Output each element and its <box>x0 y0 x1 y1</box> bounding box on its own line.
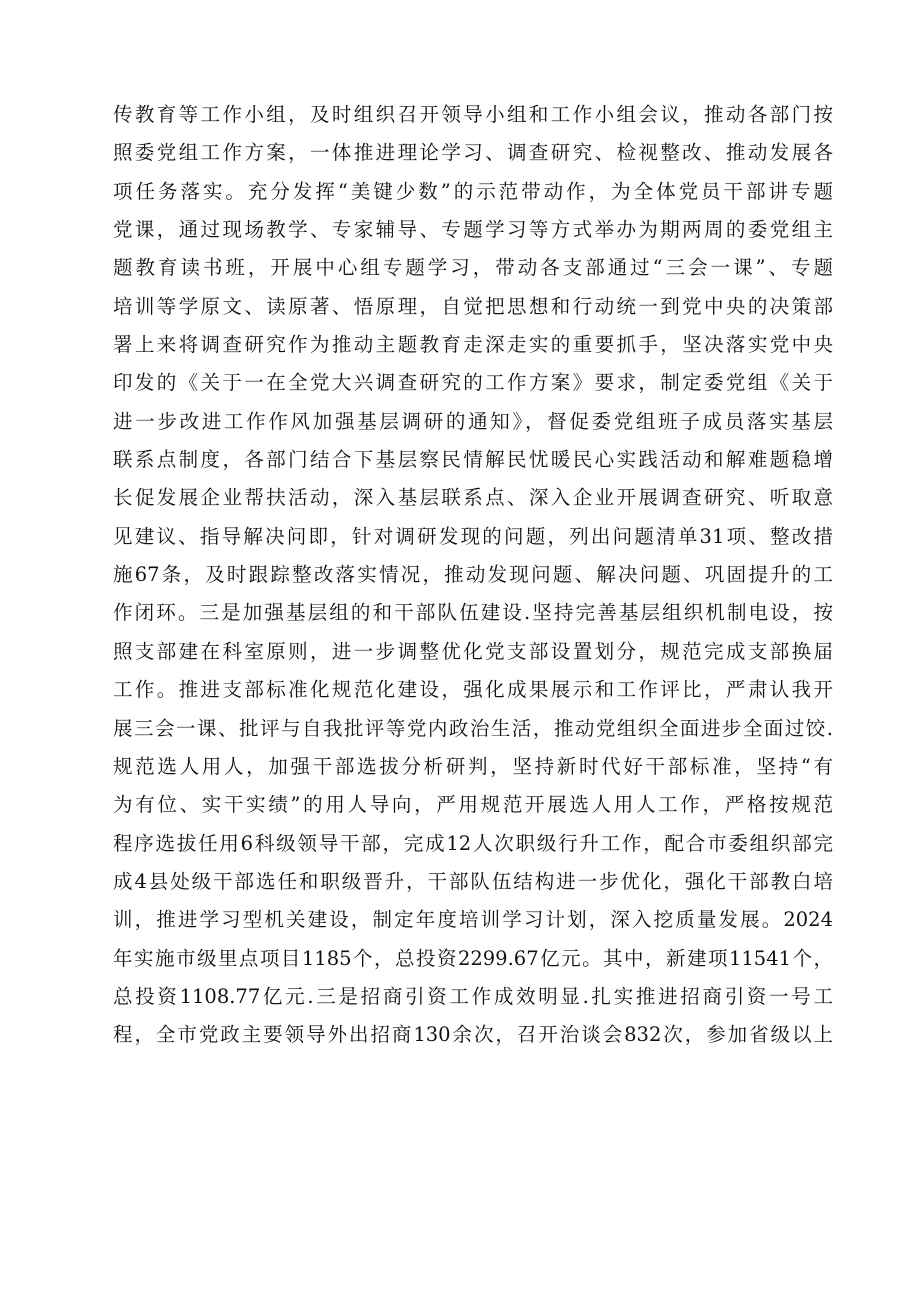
text-line-12: 见建议、指导解决问即，针对调研发现的问题，列出问题清单31项、整改措 <box>113 524 833 548</box>
text-line-15: 照支部建在科室原则，进一步调整优化党支部设置划分，规范完成支部换届 <box>113 639 833 663</box>
text-line-3: 项任务落实。充分发挥“美键少数”的示范带动作，为全体党员干部讲专题 <box>113 179 833 203</box>
text-line-4: 党课，通过现场教学、专家辅导、专题学习等方式举办为期两周的委党组主 <box>113 218 833 242</box>
text-line-17: 展三会一课、批评与自我批评等党内政治生活，推动党组织全面进步全面过饺. <box>113 716 833 740</box>
text-line-18: 规范选人用人，加强干部选拔分析研判，坚持新时代好干部标准，坚持“有 <box>113 754 833 778</box>
text-line-25: 程，全市党政主要领导外出招商130余次，召开治谈会832次，参加省级以上 <box>113 1023 833 1047</box>
text-line-22: 训，推进学习型机关建设，制定年度培训学习计划，深入挖质量发展。2024 <box>113 908 833 932</box>
text-line-11: 长促发展企业帮扶活动，深入基层联系点、深入企业开展调查研究、听取意 <box>113 486 833 510</box>
text-line-19: 为有位、实干实绩”的用人导向，严用规范开展选人用人工作，严格按规范 <box>113 793 833 817</box>
text-line-16: 工作。推进支部标准化规范化建设，强化成果展示和工作评比，严肃认我开 <box>113 678 833 702</box>
text-line-13: 施67条，及时跟踪整改落实情况，推动发现问题、解决问题、巩固提升的工 <box>113 563 833 587</box>
text-line-23: 年实施市级里点项目1185个，总投资2299.67亿元。其中，新建项11541个， <box>113 946 833 970</box>
text-line-2: 照委党组工作方案，一体推进理论学习、调查研究、检视整改、推动发展各 <box>113 141 833 165</box>
text-line-20: 程序选拔任用6科级领导干部，完成12人次职级行升工作，配合市委组织部完 <box>113 831 833 855</box>
text-line-21: 成4县处级干部选任和职级晋升，干部队伍结构进一步优化，强化干部教白培 <box>113 869 833 893</box>
text-line-7: 署上来将调查研究作为推动主题教育走深走实的重要抓手，坚决落实党中央 <box>113 333 833 357</box>
text-line-24: 总投资1108.77亿元.三是招商引资工作成效明显.扎实推进招商引资一号工 <box>113 984 833 1008</box>
text-line-6: 培训等学原文、读原著、悟原理，自觉把思想和行动统一到党中央的决策部 <box>113 294 833 318</box>
text-line-1: 传教育等工作小组，及时组织召开领导小组和工作小组会议，推动各部门按 <box>113 103 833 126</box>
text-line-8: 印发的《关于一在全党大兴调查研究的工作方案》要求，制定委党组《关于 <box>113 371 833 395</box>
body-text <box>113 96 833 1055</box>
text-line-14: 作闭环。三是加强基层组的和干部队伍建设.坚持完善基层组织机制电设，按 <box>113 601 833 625</box>
text-line-10: 联系点制度，各部门结合下基层察民情解民忧暖民心实践活动和解难题稳增 <box>113 448 833 472</box>
text-line-9: 进一步改进工作作风加强基层调研的通知》，督促委党组班子成员落实基层 <box>113 409 833 433</box>
text-line-5: 题教育读书班，开展中心组专题学习，带动各支部通过“三会一课”、专题 <box>113 256 833 280</box>
